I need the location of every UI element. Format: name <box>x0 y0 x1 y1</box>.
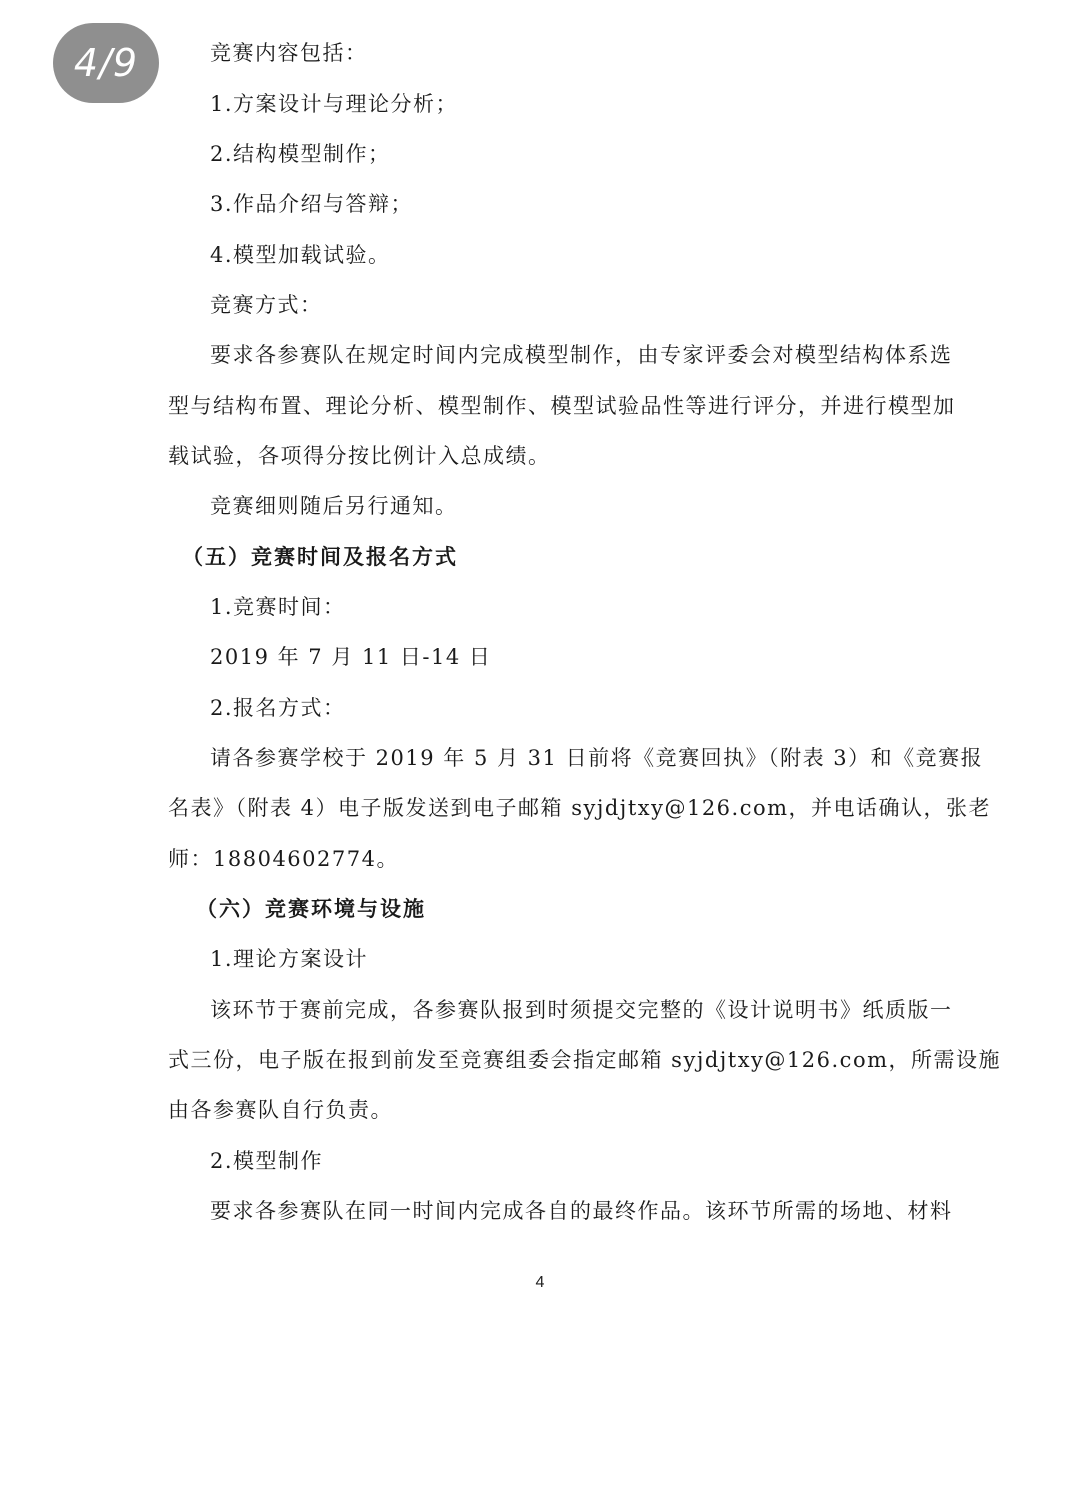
paragraph-line: 型与结构布置、理论分析、模型制作、模型试验品性等进行评分，并进行模型加 <box>168 394 956 418</box>
paragraph-line: 名表》（附表 4）电子版发送到电子邮箱 syjdjtxy@126.com，并电话确认，张老 <box>168 796 992 820</box>
paragraph: 竞赛细则随后另行通知。 <box>210 494 458 518</box>
paragraph-line: 要求各参赛队在规定时间内完成模型制作，由专家评委会对模型结构体系选 <box>210 343 953 367</box>
page-indicator-text: 4/9 <box>73 41 139 85</box>
paragraph: 竞赛内容包括： <box>210 41 368 65</box>
paragraph-line: 请各参赛学校于 2019 年 5 月 31 日前将《竞赛回执》（附表 3）和《竞赛报 <box>210 746 984 770</box>
paragraph-line: 式三份，电子版在报到前发至竞赛组委会指定邮箱 syjdjtxy@126.com，所需设施 <box>168 1048 1001 1072</box>
paragraph: 竞赛方式： <box>210 293 323 317</box>
paragraph-line: 要求各参赛队在同一时间内完成各自的最终作品。该环节所需的场地、材料 <box>210 1199 953 1223</box>
paragraph: 2.模型制作 <box>210 1149 324 1173</box>
page-number: 4 <box>535 1274 545 1291</box>
paragraph: 1.竞赛时间： <box>210 595 346 619</box>
paragraph: 2019 年 7 月 11 日-14 日 <box>210 645 492 669</box>
section-heading: （六）竞赛环境与设施 <box>196 896 426 921</box>
paragraph-line: 载试验，各项得分按比例计入总成绩。 <box>168 444 551 468</box>
list-item: 1.方案设计与理论分析； <box>210 92 459 116</box>
paragraph-line: 该环节于赛前完成，各参赛队报到时须提交完整的《设计说明书》纸质版一 <box>210 998 953 1022</box>
paragraph-line: 由各参赛队自行负责。 <box>168 1098 393 1122</box>
paragraph: 2.报名方式： <box>210 696 346 720</box>
paragraph: 1.理论方案设计 <box>210 947 369 971</box>
list-item: 3.作品介绍与答辩； <box>210 192 414 216</box>
section-heading: （五）竞赛时间及报名方式 <box>182 544 458 569</box>
list-item: 4.模型加载试验。 <box>210 243 391 267</box>
list-item: 2.结构模型制作； <box>210 142 391 166</box>
paragraph-line: 师：18804602774。 <box>168 847 399 871</box>
page-indicator-badge <box>53 23 159 103</box>
